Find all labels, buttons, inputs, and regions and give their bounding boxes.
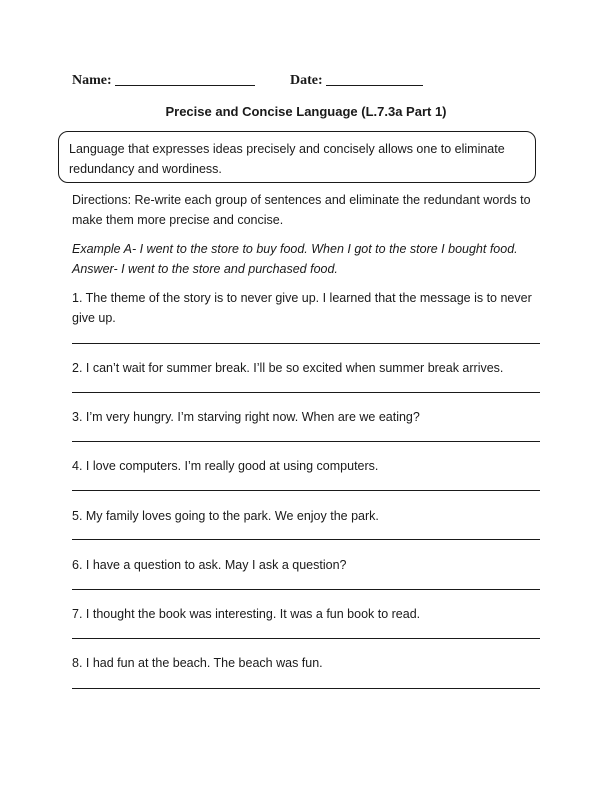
exercise-item <box>72 604 540 624</box>
exercise-prompt: 6. I have a question to ask. May I ask a question? <box>72 558 347 572</box>
exercise-prompt: 5. My family loves going to the park. We enjoy the park. <box>72 509 379 523</box>
exercise-item <box>72 358 540 378</box>
answer-line[interactable] <box>72 539 540 540</box>
exercise-prompt: 3. I’m very hungry. I’m starving right now. When are we eating? <box>72 410 420 424</box>
answer-line[interactable] <box>72 490 540 491</box>
exercise-prompt: 4. I love computers. I’m really good at using computers. <box>72 459 379 473</box>
exercise-item <box>72 555 540 575</box>
answer-line[interactable] <box>72 441 540 442</box>
exercise-item <box>72 456 540 476</box>
date-blank-line[interactable] <box>326 71 423 86</box>
date-field[interactable] <box>290 71 423 89</box>
exercise-prompt: 1. The theme of the story is to never give up. I learned that the message is to never give up. <box>72 291 532 325</box>
exercise-prompt: 8. I had fun at the beach. The beach was fun. <box>72 656 323 670</box>
example-block <box>72 239 542 279</box>
example-question: Example A- I went to the store to buy food. When I got to the store I bought food. <box>72 242 518 256</box>
directions-text: Directions: Re-write each group of sentences and eliminate the redundant words to make them more precise and concise. <box>72 193 531 227</box>
date-label: Date: <box>290 73 323 88</box>
answer-line[interactable] <box>72 343 540 344</box>
exercise-item <box>72 506 540 526</box>
name-blank-line[interactable] <box>115 71 255 86</box>
answer-line[interactable] <box>72 589 540 590</box>
answer-line[interactable] <box>72 392 540 393</box>
name-field[interactable] <box>72 71 255 89</box>
exercise-item <box>72 407 540 427</box>
exercise-prompt: 2. I can’t wait for summer break. I’ll be so excited when summer break arrives. <box>72 361 504 375</box>
exercise-item <box>72 653 540 673</box>
intro-box: Language that expresses ideas precisely and concisely allows one to eliminate redundancy and wordiness. <box>58 131 536 183</box>
name-label: Name: <box>72 73 112 88</box>
answer-line[interactable] <box>72 638 540 639</box>
worksheet-title: Precise and Concise Language (L.7.3a Part 1) <box>165 104 447 119</box>
example-answer: Answer- I went to the store and purchased food. <box>72 262 338 276</box>
exercise-prompt: 7. I thought the book was interesting. It was a fun book to read. <box>72 607 421 621</box>
answer-line[interactable] <box>72 688 540 689</box>
exercise-item <box>72 288 540 328</box>
